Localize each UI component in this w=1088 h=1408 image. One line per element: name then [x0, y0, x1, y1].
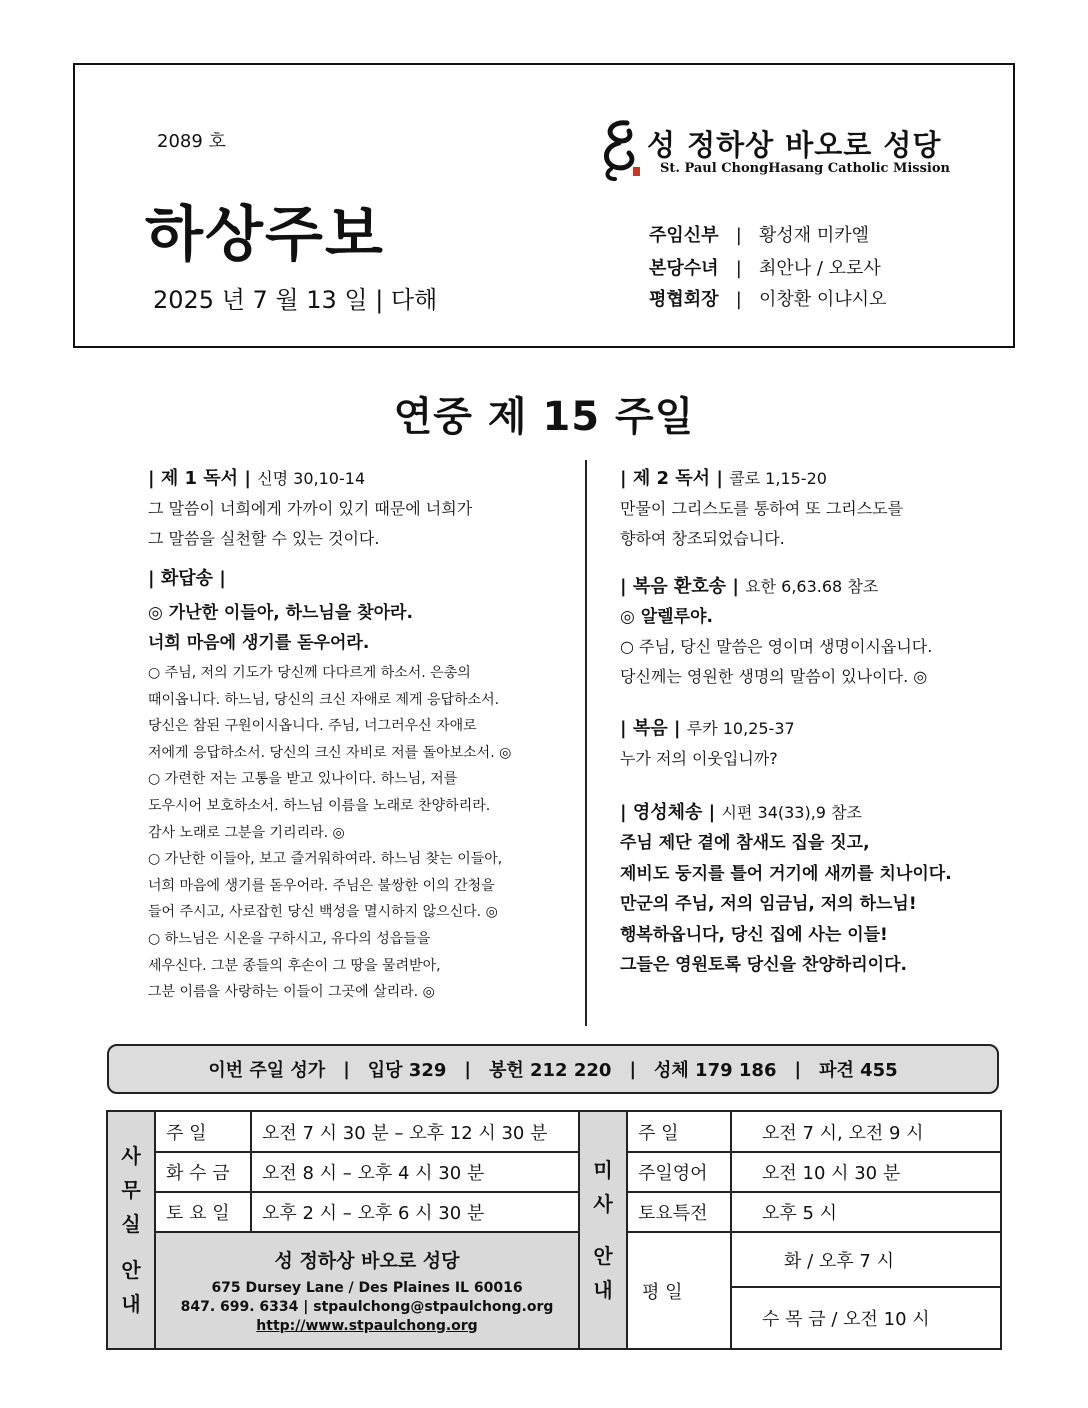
- info-table: [106, 1110, 1002, 1350]
- church-contact-block: [155, 1232, 579, 1349]
- office-day: 주 일: [155, 1111, 251, 1152]
- contact-church-name: 성 정하상 바오로 성당: [274, 1249, 460, 1272]
- hymn-entrance: 입당 329: [367, 1060, 447, 1081]
- alleluia-refrain: ◎ 알렐루야.: [620, 607, 713, 627]
- staff-name: 최안나 / 오로사: [758, 258, 881, 279]
- alleluia-line: 당신께는 영원한 생명의 말씀이 있나이다. ◎: [620, 667, 928, 686]
- second-reading-heading: | 제 2 독서 | 콜로 1,15-20: [620, 468, 827, 489]
- psalm-verse: ○ 가난한 이들아, 보고 즐거워하여라. 하느님 찾는 이들아, 너희 마음에 생기를 돋우어라. 주님은 불쌍한 이의 간청을 들어 주시고, 사로잡힌 당신 백성을 멸시하지 않으신다. ◎: [148, 851, 503, 921]
- office-day: 화 수 금: [155, 1152, 251, 1192]
- psalm-verse: ○ 가련한 저는 고통을 받고 있나이다. 하느님, 저를 도우시어 보호하소서. 하느님 이름을 노래로 찬양하리라. 감사 노래로 그분을 기리리라. ◎: [148, 771, 491, 841]
- contact-address: 675 Dursey Lane / Des Plaines IL 60016: [211, 1279, 523, 1296]
- mass-weekday-time: 수 목 금 / 오전 10 시: [731, 1287, 1001, 1349]
- column-divider: [585, 460, 587, 1026]
- mass-weekday-time: 화 / 오후 7 시: [731, 1232, 1001, 1287]
- hymn-dismissal: 파견 455: [819, 1060, 898, 1081]
- hymns-bar: 이번 주일 성가 | 입당 329 | 봉헌 212 220 | 성체 179 186 | 파견 455: [107, 1044, 999, 1094]
- gospel-line: 누가 저의 이웃입니까?: [620, 749, 778, 768]
- readings-left-column: [148, 464, 578, 1006]
- staff-council-president: 평협회장 | 이창환 이냐시오: [649, 289, 887, 310]
- office-label: 사 무 실 안 내: [107, 1111, 155, 1349]
- staff-role: 평협회장: [649, 289, 719, 310]
- communion-line: 그들은 영원토록 당신을 찬양하리이다.: [620, 955, 907, 975]
- gospel-heading: | 복음 | 루카 10,25-37: [620, 718, 795, 739]
- church-name-english: St. Paul ChongHasang Catholic Mission: [660, 161, 950, 176]
- staff-name: 황성재 미카엘: [758, 225, 870, 246]
- mass-time: 오후 5 시: [731, 1192, 1001, 1232]
- hymns-label: 이번 주일 성가: [208, 1060, 326, 1081]
- sunday-title: 연중 제 15 주일: [393, 394, 695, 440]
- staff-name: 이창환 이냐시오: [758, 289, 887, 310]
- bulletin-title: 하상주보: [145, 200, 385, 270]
- mass-day: 주일영어: [627, 1152, 731, 1192]
- staff-pastor: 주임신부 | 황성재 미카엘: [649, 225, 870, 246]
- staff-sisters: 본당수녀 | 최안나 / 오로사: [649, 258, 881, 279]
- alleluia-heading: | 복음 환호송 | 요한 6,63.68 참조: [620, 576, 879, 597]
- psalm-verse: ○ 하느님은 시온을 구하시고, 유다의 성읍들을 세우신다. 그분 종들의 후손이 그 땅을 물려받아, 그분 이름을 사랑하는 이들이 그곳에 살리라. ◎: [148, 930, 441, 1001]
- psalm-refrain: 너희 마음에 생기를 돋우어라.: [148, 633, 370, 653]
- communion-line: 만군의 주님, 저의 임금님, 저의 하느님!: [620, 894, 917, 914]
- communion-line: 행복하옵니다, 당신 집에 사는 이들!: [620, 924, 888, 945]
- communion-line: 제비도 둥지를 틀어 거기에 새끼를 치나이다.: [620, 863, 952, 884]
- mass-weekday-label: 평 일: [627, 1232, 731, 1349]
- contact-phone-email: 847. 699. 6334 | stpaulchong@stpaulchong.org: [180, 1298, 554, 1315]
- readings-right-column: [620, 464, 1020, 981]
- psalm-heading: | 화답송 |: [148, 568, 226, 589]
- second-reading-line: 만물이 그리스도를 통하여 또 그리스도를: [620, 499, 904, 518]
- first-reading-line: 그 말씀이 너희에게 가까이 있기 때문에 너희가: [148, 499, 473, 518]
- first-reading-line: 그 말씀을 실천할 수 있는 것이다.: [148, 529, 380, 548]
- office-day: 토 요 일: [155, 1192, 251, 1232]
- communion-heading: | 영성체송 | 시편 34(33),9 참조: [620, 802, 862, 823]
- mass-time: 오전 7 시, 오전 9 시: [731, 1111, 1001, 1152]
- issue-number: 2089 호: [157, 131, 226, 152]
- church-logo-icon: [597, 117, 647, 181]
- mass-label: 미 사 안 내: [579, 1111, 627, 1349]
- church-name-korean: 성 정하상 바오로 성당: [647, 128, 942, 162]
- office-time: 오전 8 시 – 오후 4 시 30 분: [251, 1152, 579, 1192]
- bulletin-header: [73, 63, 1015, 348]
- mass-day: 토요특전: [627, 1192, 731, 1232]
- first-reading-heading: | 제 1 독서 | 신명 30,10-14: [148, 468, 366, 489]
- date-line: 2025 년 7 월 13 일 | 다해: [153, 286, 438, 314]
- psalm-verse: ○ 주님, 저의 기도가 당신께 다다르게 하소서. 은총의 때이옵니다. 하느님, 당신의 크신 자애로 제게 응답하소서. 당신은 참된 구원이시옵니다. 주님, 너그러우신 자애로 저에게 응답하소서. 당신의 크신 자비로 저를 돌아보소서. ◎: [148, 665, 512, 761]
- communion-line: 주님 제단 곁에 참새도 집을 짓고,: [620, 833, 870, 853]
- hymn-offertory: 봉헌 212 220: [488, 1060, 612, 1081]
- mass-time: 오전 10 시 30 분: [731, 1152, 1001, 1192]
- office-time: 오후 2 시 – 오후 6 시 30 분: [251, 1192, 579, 1232]
- alleluia-line: ○ 주님, 당신 말씀은 영이며 생명이시옵니다.: [620, 637, 933, 656]
- hymn-communion: 성체 179 186: [654, 1060, 777, 1081]
- website-link[interactable]: http://www.stpaulchong.org: [256, 1317, 478, 1334]
- staff-role: 본당수녀: [649, 258, 719, 279]
- second-reading-line: 향하여 창조되었습니다.: [620, 529, 785, 548]
- mass-day: 주 일: [627, 1111, 731, 1152]
- office-time: 오전 7 시 30 분 – 오후 12 시 30 분: [251, 1111, 579, 1152]
- psalm-refrain: ◎ 가난한 이들아, 하느님을 찾아라.: [148, 603, 413, 623]
- staff-role: 주임신부: [649, 225, 719, 246]
